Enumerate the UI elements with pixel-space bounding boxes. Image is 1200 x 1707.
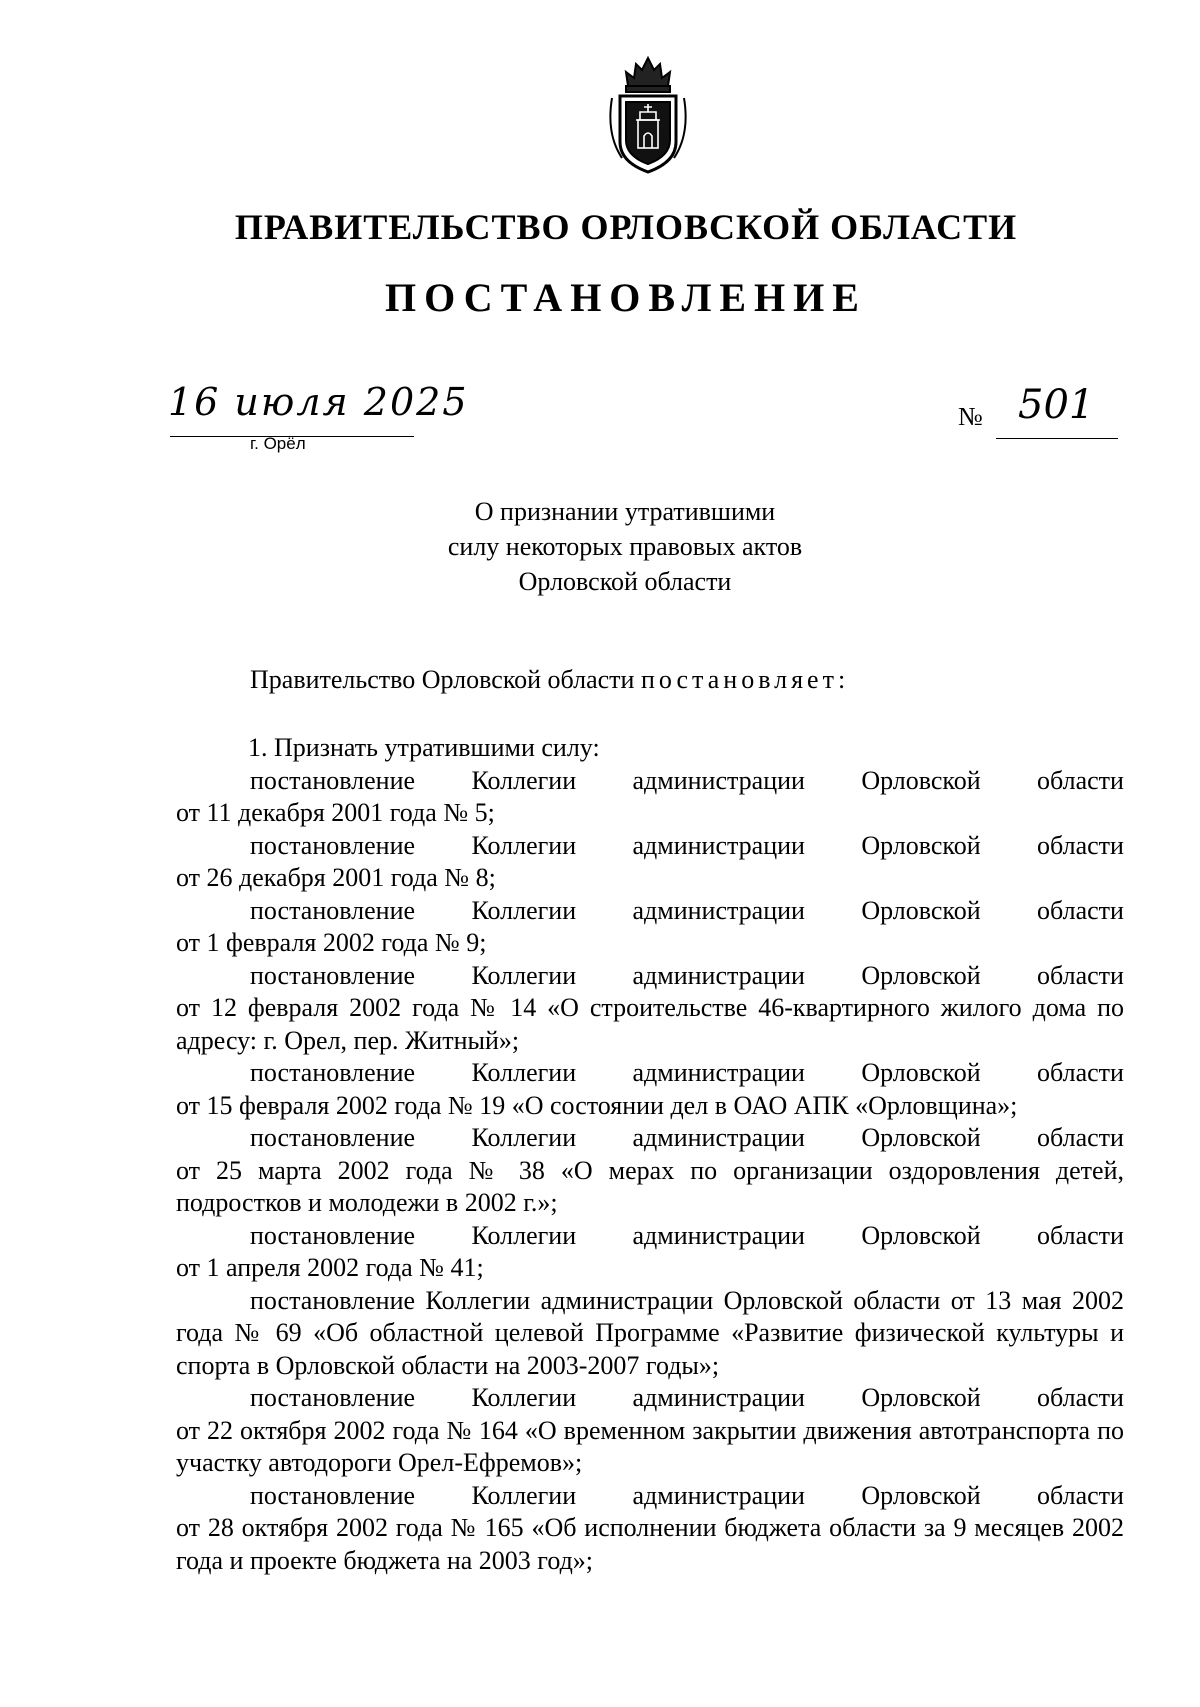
lead-word: постановление: [250, 1480, 416, 1510]
lead-word: администрации: [632, 960, 805, 990]
item-text: от 12 февраля 2002 года № 14 «О строительстве 46-квартирного жилого дома по адресу: г. Орел, пер. Житный»;: [176, 993, 1124, 1055]
item-text: от 22 октября 2002 года № 164 «О временном закрытии движения автотранспорта по участку автодороги Орел-Ефремов»;: [176, 1415, 1124, 1477]
list-item: [176, 830, 1124, 895]
lead-word: Коллегии: [471, 830, 577, 860]
list-item: [176, 1220, 1124, 1285]
item-text: от 26 декабря 2001 года № 8;: [176, 863, 496, 892]
item-lead: [176, 1220, 1124, 1253]
lead-word: постановление: [250, 1123, 416, 1152]
item-text: от 1 февраля 2002 года № 9;: [176, 928, 487, 957]
lead-word: области: [1037, 1220, 1124, 1250]
lead-word: администрации: [632, 1058, 805, 1087]
lead-word: постановление: [250, 1220, 416, 1250]
list-item: [176, 1480, 1124, 1578]
lead-word: администрации: [632, 1123, 805, 1152]
lead-word: области: [1037, 830, 1124, 860]
list-item: [176, 960, 1124, 1058]
subject-line: силу некоторых правовых актов: [447, 532, 803, 561]
lead-word: постановление: [250, 1058, 416, 1087]
document-type-title: ПОСТАНОВЛЕНИЕ: [385, 275, 867, 320]
lead-word: Коллегии: [471, 1123, 577, 1152]
lead-word: Орловской: [861, 1123, 981, 1152]
date-block: [168, 380, 498, 460]
lead-word: администрации: [632, 895, 805, 925]
clause-heading: 1. Признать утратившими силу:: [248, 733, 600, 762]
lead-word: Орловской: [861, 765, 981, 795]
lead-word: Коллегии: [471, 1220, 577, 1250]
item-lead: [176, 960, 1124, 993]
list-item: [176, 895, 1124, 960]
number-underline: [996, 438, 1118, 439]
lead-word: администрации: [632, 1383, 805, 1412]
document-body: [176, 732, 1124, 1577]
lead-word: Коллегии: [471, 765, 577, 795]
lead-word: администрации: [632, 1480, 805, 1510]
preamble-text: Правительство Орловской области: [250, 665, 635, 694]
lead-word: Орловской: [861, 1480, 981, 1510]
lead-word: Коллегии: [471, 960, 577, 990]
lead-word: постановление: [250, 1383, 416, 1412]
preamble: [250, 665, 849, 695]
subject-line: О признании утратившими: [474, 497, 776, 526]
lead-word: области: [1037, 960, 1124, 990]
list-item: [176, 1057, 1124, 1122]
item-lead: [176, 895, 1124, 928]
item-text: от 28 октября 2002 года № 165 «Об исполнении бюджета области за 9 месяцев 2002 года и проекте бюджета на 2003 год»;: [176, 1513, 1124, 1575]
handwritten-date: 16 июля 2025: [168, 380, 469, 424]
lead-word: Коллегии: [471, 895, 577, 925]
lead-word: области: [1037, 895, 1124, 925]
item-lead: [176, 1382, 1124, 1415]
lead-word: области: [1037, 1383, 1124, 1412]
lead-word: постановление: [250, 895, 416, 925]
lead-word: области: [1037, 765, 1124, 795]
lead-word: администрации: [632, 765, 805, 795]
item-text: от 11 декабря 2001 года № 5;: [176, 798, 495, 827]
organization-title: ПРАВИТЕЛЬСТВО ОРЛОВСКОЙ ОБЛАСТИ: [234, 207, 1018, 247]
lead-word: Орловской: [861, 1220, 981, 1250]
item-text: от 25 марта 2002 года № 38 «О мерах по организации оздоровления детей, подростков и молодежи в 2002 г.»;: [176, 1155, 1124, 1217]
lead-word: постановление: [250, 830, 416, 860]
preamble-verb: постановляет:: [640, 665, 850, 694]
lead-word: администрации: [632, 1220, 805, 1250]
lead-word: области: [1037, 1480, 1124, 1510]
document-subject: [0, 494, 1200, 599]
lead-word: Орловской: [861, 895, 981, 925]
list-item: постановление Коллегии администрации Орловской области от 13 мая 2002 года № 69 «Об областной целевой Программе «Развитие физической культуры и спорта в Орловской области на 2003-2007 годы»;: [176, 1285, 1124, 1380]
lead-word: Орловской: [861, 960, 981, 990]
item-text: от 1 апреля 2002 года № 41;: [176, 1253, 484, 1282]
lead-word: Орловской: [861, 830, 981, 860]
lead-word: Коллегии: [471, 1480, 577, 1510]
item-lead: [176, 765, 1124, 798]
number-sign: №: [958, 402, 983, 431]
lead-word: Коллегии: [471, 1383, 577, 1412]
city-label: г. Орёл: [250, 434, 306, 453]
list-item: [176, 1382, 1124, 1480]
lead-word: постановление: [250, 765, 416, 795]
item-lead: [176, 830, 1124, 863]
lead-word: администрации: [632, 830, 805, 860]
number-block: [958, 382, 1128, 446]
list-item: [176, 1122, 1124, 1220]
list-item: [176, 765, 1124, 830]
handwritten-number: 501: [1018, 382, 1095, 428]
lead-word: Орловской: [861, 1383, 981, 1412]
lead-word: области: [1037, 1058, 1124, 1087]
item-lead: [176, 1057, 1124, 1090]
subject-line: Орловской области: [518, 567, 732, 596]
item-lead: [176, 1122, 1124, 1155]
item-text: от 15 февраля 2002 года № 19 «О состоянии дел в ОАО АПК «Орловщина»;: [176, 1090, 1018, 1120]
item-lead: [176, 1480, 1124, 1513]
lead-word: Коллегии: [471, 1058, 577, 1087]
lead-word: Орловской: [861, 1058, 981, 1087]
lead-word: постановление: [250, 960, 416, 990]
coat-of-arms-emblem: [598, 54, 698, 176]
lead-word: области: [1037, 1123, 1124, 1152]
